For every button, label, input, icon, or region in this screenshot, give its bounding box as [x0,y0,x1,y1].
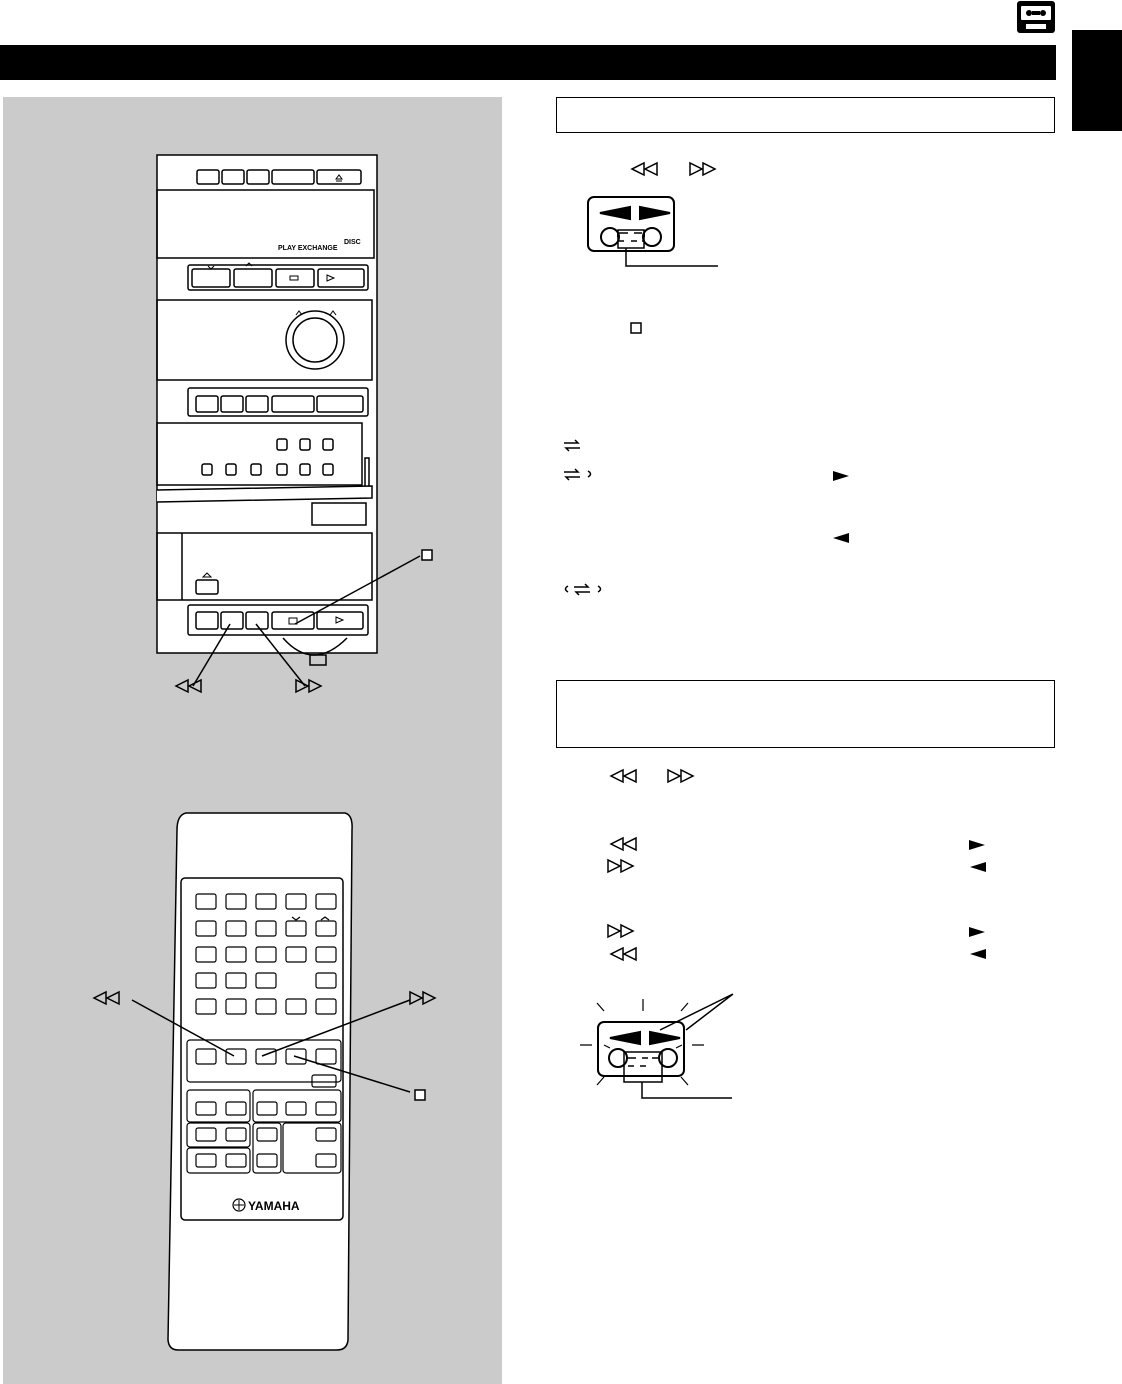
continuous-loop-mode-icon [566,584,601,595]
rewind-icon [611,770,636,782]
language-tab [1072,30,1122,131]
rewind-icon [632,163,657,175]
section-header-bar [0,45,1056,80]
forward-triangle-icon [969,927,985,937]
stereo-system-illustration [157,155,377,665]
stop-icon [631,323,641,333]
stop-icon [422,550,432,560]
one-way-return-mode-icon [564,469,591,480]
tape-direction-indicator-icon [588,197,718,266]
forward-triangle-icon [969,840,985,850]
section-heading-box [556,97,1055,133]
reverse-triangle-icon [833,533,849,543]
illustration-panel [3,97,502,1384]
fast-forward-icon [410,992,435,1004]
fast-forward-icon [668,770,693,782]
fast-forward-icon [296,680,321,692]
one-way-mode-icon [564,440,580,451]
rewind-icon [611,948,636,960]
fast-forward-icon [608,925,633,937]
fast-forward-icon [690,163,715,175]
svg-text:PLAY EXCHANGE: PLAY EXCHANGE [278,245,338,252]
reverse-triangle-icon [970,949,986,959]
rewind-icon [176,680,201,692]
reverse-triangle-icon [970,862,986,872]
cassette-icon [1016,0,1056,34]
svg-text:DISC: DISC [344,239,361,246]
remote-control-illustration [168,813,352,1350]
forward-triangle-icon [833,471,849,481]
rewind-icon [94,992,119,1004]
fast-forward-icon [608,860,633,872]
stop-icon [415,1090,425,1100]
rewind-icon [611,838,636,850]
remote-brand-label: YAMAHA [248,1199,300,1213]
section-heading-box [556,680,1055,748]
tape-direction-indicator-icon [580,994,733,1098]
